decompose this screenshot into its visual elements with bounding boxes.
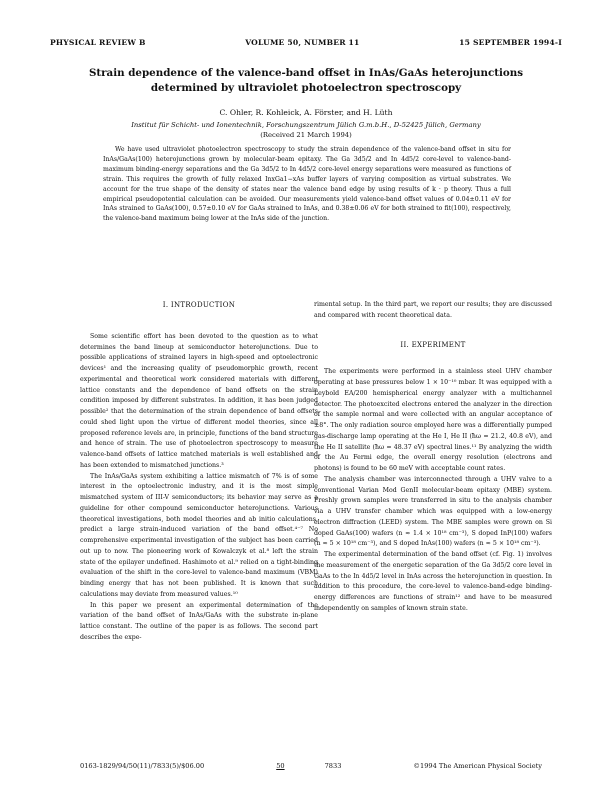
journal-name: PHYSICAL REVIEW B [50,38,146,47]
affiliation: Institut für Schicht- und Ionentechnik, Forschungszentrum Jülich G.m.b.H., D-52425 Jülich, Germany [131,121,481,129]
experiment-paragraph: The analysis chamber was interconnected through a UHV valve to a conventional Varian Mod GenII molecular-beam epitaxy (MBE) system. Freshly grown samples were transferred in situ to the analysis chamber via a UHV transfer chamber which was equipped with a low-energy electron diffraction (LEED) system. The MBE samples were grown on Si doped GaAs(100) wafers (n ≈ 1.4 × 10¹⁸ cm⁻³), S doped InP(100) wafers (n ≈ 5 × 10¹⁸ cm⁻³), and S doped InAs(100) wafers (n ≈ 5 × 10¹⁸ cm⁻³). [314,475,552,548]
intro-paragraph: Some scientific effort has been devoted to the question as to what determines the band lineup at semiconductor heterojunctions. Due to possible applications of strained layers in high-speed and optoelectronic devices¹ and the increasing quality of pseudomorphic growth, recent experimental and theoretical work considered materials with different lattice constants and the dependence of band offsets on the strain condition imposed by different substrates. In addition, it has been judged possible² that the determination of the strain dependence of band offsets could shed light upon the virtue of different model theories, since all proposed reference levels are, in principle, functions of the band structure and hence of strain. The use of photoelectron spectroscopy to measure valence-band offsets of lattice matched materials is well established and has been extended to mismatched junctions.³ [80,332,318,469]
received-date: (Received 21 March 1994) [260,131,352,139]
page-footer [80,762,542,770]
intro-paragraph: In this paper we present an experimental determination of the variation of the band offset of InAs/GaAs with the substrate in-plane lattice constant. The outline of the paper is as follows. The second part describes the expe- [80,601,318,641]
article-code: 0163-1829/94/50(11)/7833(5)/$06.00 [80,762,205,770]
page-number: 7833 [324,762,342,770]
right-column [314,300,552,615]
title-line-2: determined by ultraviolet photoelectron spectroscopy [150,82,462,94]
left-column [80,300,318,644]
abstract [103,145,511,224]
running-header [50,38,562,47]
experiment-paragraph: The experiments were performed in a stainless steel UHV chamber operating at base pressures below 1 × 10⁻¹⁰ mbar. It was equipped with a Leybold EA/200 hemispherical energy analyzer with a multichannel detector. The photoexcited electrons entered the analyzer in the direction of the sample normal and were collected with an angular acceptance of ±8°. The only radiation source employed here was a differentially pumped gas-discharge lamp operating at the He I, He II (ħω = 21.2, 40.8 eV), and the He II satellite (ħω = 48.37 eV) spectral lines.¹¹ By analyzing the width of the Au Fermi edge, the overall energy resolution (electrons and photons) is found to be 60 meV with acceptable count rates. [314,368,552,472]
volume-number: VOLUME 50, NUMBER 11 [245,38,360,47]
copyright-notice: ©1994 The American Physical Society [413,762,542,770]
experiment-paragraph: The experimental determination of the band offset (cf. Fig. 1) involves the measurement of the energetic separation of the Ga 3d5/2 core level in GaAs to the In 4d5/2 level in InAs across the heterojunction in question. In addition to this procedure, the core-level to valence-band-edge binding-energy differences are functions of strain¹² and have to be measured independently on samples of known strain state. [314,551,552,612]
paper-title [40,66,572,96]
author-list: C. Ohler, R. Kohleick, A. Förster, and H. Lüth [219,108,393,117]
intro-continuation: rimental setup. In the third part, we report our results; they are discussed and compared with recent theoretical data. [314,301,552,319]
issue-date: 15 SEPTEMBER 1994-I [459,38,562,47]
volume-footer: 50 [276,762,285,770]
section-title-introduction: I. INTRODUCTION [162,301,236,309]
section-title-experiment: II. EXPERIMENT [400,340,466,349]
abstract-text: We have used ultraviolet photoelectron spectroscopy to study the strain dependence of the valence-band offset in situ for InAs/GaAs(100) heterojunctions grown by molecular-beam epitaxy. The Ga 3d5/2 and In 4d5/2 core-level to valence-band-maximum binding-energy separations and the Ga 3d5/2 to In 4d5/2 core-level energy separations were measured as functions of strain. This requires the growth of fully relaxed InxGa1−xAs buffer layers of varying composition as virtual substrates. We account for the true shape of the density of states near the valence band edge by using results of k · p theory. Thus a full empirical pseudopotential calculation can be avoided. Our measurements yield valence-band offset values of 0.04±0.11 eV for InAs strained to GaAs(100), 0.57±0.10 eV for GaAs strained to InAs, and 0.38±0.06 eV for both strained to fit(100), respectively, the valence-band maximum being lower at the InAs side of the junction. [103,146,511,223]
title-line-1: Strain dependence of the valence-band offset in InAs/GaAs heterojunctions [88,67,524,79]
intro-paragraph: The InAs/GaAs system exhibiting a lattice mismatch of 7% is of some interest in the optoelectronic industry, and it is the most simple mismatched system of III-V semiconductors; its behavior may serve as a guideline for other compound semiconductor heterojunctions. Various theoretical investigations, both model theories and ab initio calculations, predict a large strain-induced variation of the band offset.⁴⁻⁷ No comprehensive experimental investigation of the subject has been carried out up to now. The pioneering work of Kowalczyk et al.⁸ left the strain state of the epilayer undefined. Hashimoto et al.⁹ relied on a tight-binding evaluation of the shift in the core-level to valence-band maximum (VBM) binding energy that has not been published. It is known that such calculations may deviate from measured values.¹⁰ [80,472,318,598]
